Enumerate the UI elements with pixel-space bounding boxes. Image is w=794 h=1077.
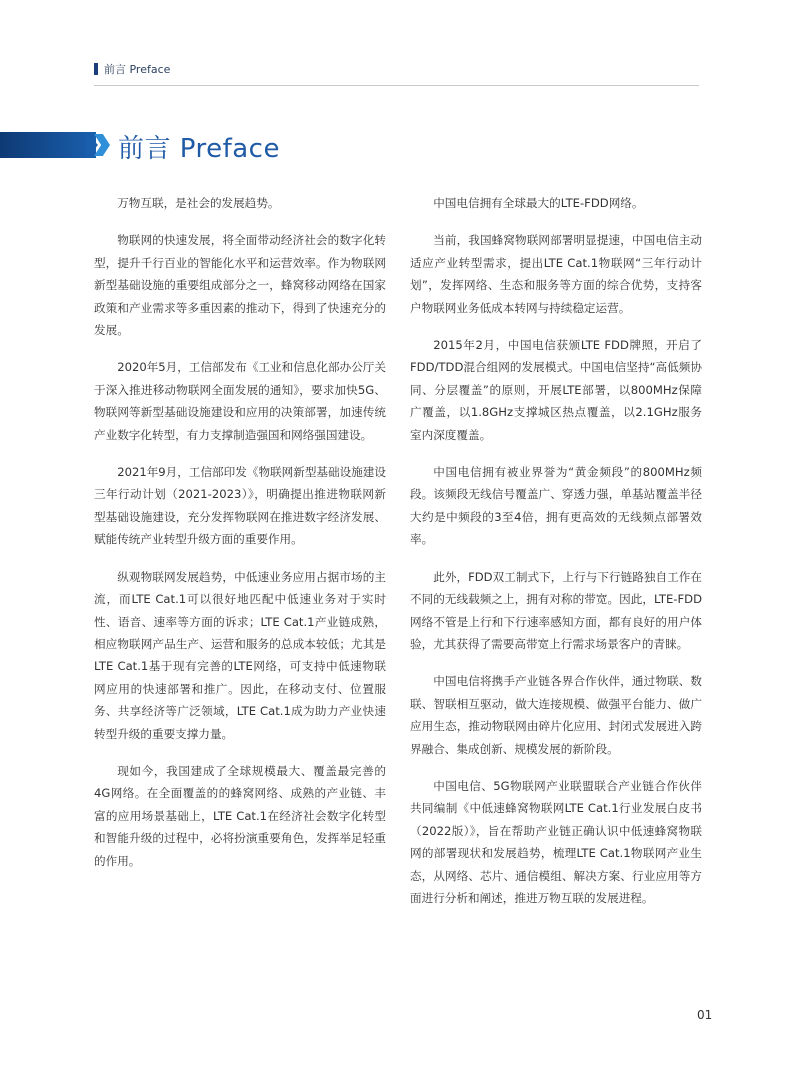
running-head [94,62,170,76]
page-number: 01 [697,1008,713,1022]
paragraph: 现如今，我国建成了全球规模最大、覆盖最完善的4G网络。在全面覆盖的的蜂窝网络、成熟的产业链、丰富的应用场景基础上，LTE Cat.1在经济社会数字化转型和智能升级的过程中，必将扮演重要角色，发挥举足轻重的作用。 [94,763,386,868]
paragraph: 2015年2月，中国电信获颁LTE FDD牌照，开启了FDD/TDD混合组网的发展模式。中国电信坚持“高低频协同、分层覆盖”的原则，开展LTE部署，以800MHz保障广覆盖，以1.8GHz支撑城区热点覆盖，以2.1GHz服务室内深度覆盖。 [410,338,702,442]
paragraph: 2020年5月，工信部发布《工业和信息化部办公厅关于深入推进移动物联网全面发展的通知》，要求加快5G、物联网等新型基础设施建设和应用的决策部署，加速传统产业数字化转型，有力支撑制造强国和网络强国建设。 [94,360,386,442]
paragraph: 物联网的快速发展，将全面带动经济社会的数字化转型，提升千行百业的智能化水平和运营效率。作为物联网新型基础设施的重要组成部分之一，蜂窝移动网络在国家政策和产业需求等多重因素的推动下，得到了快速充分的发展。 [94,233,386,338]
paragraph: 中国电信拥有全球最大的LTE-FDD网络。 [433,196,644,210]
paragraph: 2021年9月，工信部印发《物联网新型基础设施建设三年行动计划（2021-2023）》，明确提出推进物联网新型基础设施建设，充分发挥物联网在推进数字经济发展、赋能传统产业转型升级方面的重要作用。 [94,465,386,547]
paragraph: 中国电信将携手产业链各界合作伙伴，通过物联、数联、智联相互驱动，做大连接规模、做强平台能力、做广应用生态，推动物联网由碎片化应用、封闭式发展进入跨界融合、集成创新、规模发展的新阶段。 [410,674,702,756]
header-divider [94,85,699,86]
paragraph: 万物互联，是社会的发展趋势。 [117,196,280,210]
running-head-text: 前言 Preface [104,63,171,76]
paragraph: 此外，FDD双工制式下，上行与下行链路独自工作在不同的无线载频之上，拥有对称的带宽。因此，LTE-FDD网络不管是上行和下行速率感知方面，都有良好的用户体验，尤其获得了需要高带宽上行需求场景客户的青睐。 [410,569,702,651]
right-column [410,192,702,924]
banner-band [0,132,96,158]
left-column [94,192,386,887]
paragraph: 当前，我国蜂窝物联网部署明显提速，中国电信主动适应产业转型需求，提出LTE Cat.1物联网“三年行动计划”，发挥网络、生态和服务等方面的综合优势，支持客户物联网业务低成本转网与持续稳定运营。 [410,233,702,315]
section-banner [0,128,290,166]
section-title: 前言 Preface [118,134,280,164]
paragraph: 中国电信、5G物联网产业联盟联合产业链合作伙伴共同编制《中低速蜂窝物联网LTE Cat.1行业发展白皮书（2022版）》，旨在帮助产业链正确认识中低速蜂窝物联网的部署现状和发展趋势，梳理LTE Cat.1物联网产业生态，从网络、芯片、通信模组、解决方案、行业应用等方面进行分析和阐述，推进万物互联的发展进程。 [410,778,702,905]
running-head-marker [94,63,98,75]
paragraph: 纵观物联网发展趋势，中低速业务应用占据市场的主流，而LTE Cat.1可以很好地匹配中低速业务对于实时性、语音、速率等方面的诉求；LTE Cat.1产业链成熟，相应物联网产品生产、运营和服务的总成本较低；尤其是LTE Cat.1基于现有完善的LTE网络，可支持中低速物联网应用的快速部署和推广。因此，在移动支付、位置服务、共享经济等广泛领域，LTE Cat.1成为助力产业快速转型升级的重要支撑力量。 [94,569,386,741]
paragraph: 中国电信拥有被业界誉为“黄金频段”的800MHz频段。该频段无线信号覆盖广、穿透力强，单基站覆盖半径大约是中频段的3至4倍，拥有更高效的无线频点部署效率。 [410,465,702,547]
